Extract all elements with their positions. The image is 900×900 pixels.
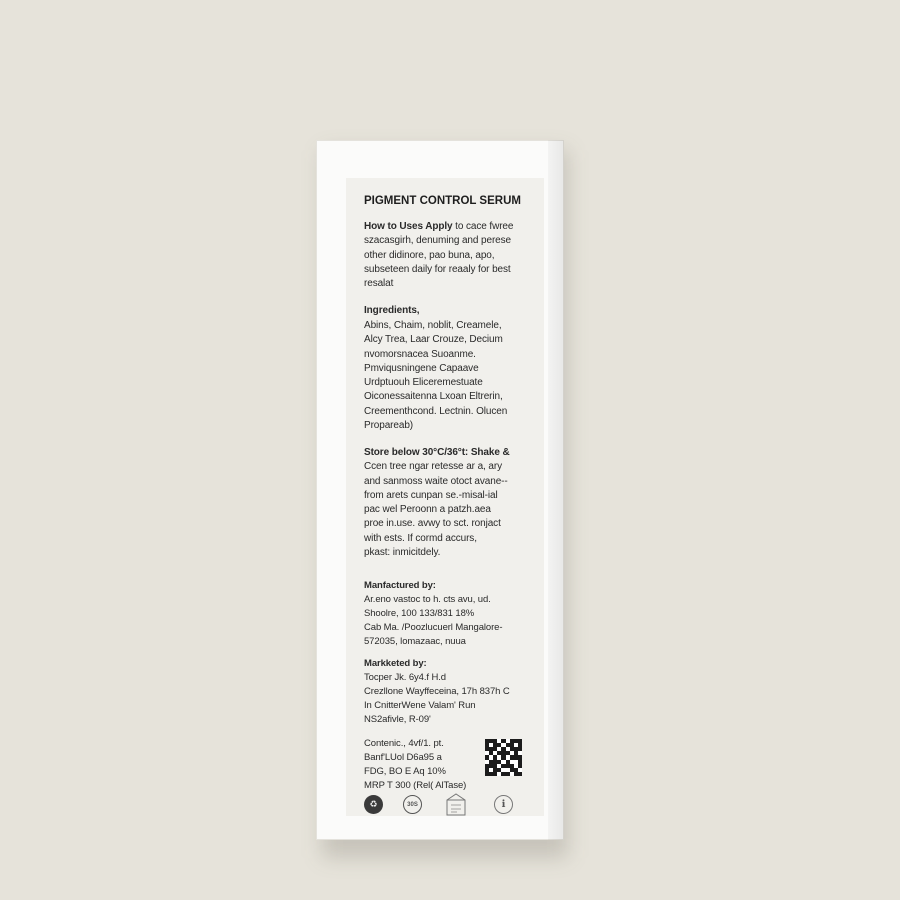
recycle-circle-icon: ♻ [364,795,383,814]
ingredients-heading: Ingredients, [364,305,420,316]
qr-code [485,739,522,776]
manufactured-address: Ar.eno vastoc to h. cts avu, ud. Shoolre, 100 133/831 18% Cab Ma. /Poozlucuerl Mangalore- 572035, lomazaac, nuua [364,594,503,647]
marketed-address: Tocper Jk. 6y4.f H.d Crezllone Wayffeceina, 17h 837h C In CnitterWene Valam' Run NS2afivle, R-09' [364,672,510,725]
marketed-heading: Markketed by: [364,658,427,669]
ingredients-list: Abins, Chaim, noblit, Creamele, Alcy Trea, Laar Crouze, Decium nvomorsnacea Suoanme. Pmviqusningene Capaave Urdptuouh Eliceremestuate Oiconessaitenna Lxoan Eltrerin, Creementhcond. Lectnin. Olucen Propareab) [364,320,508,432]
how-to-use-text [364,220,540,291]
box-side-edge [548,140,564,840]
box-recycle-icon [445,791,467,817]
storage-text [364,446,540,560]
manufactured-heading: Manfactured by: [364,580,436,591]
storage-body: Ccen tree ngar retesse ar a, ary and sanmoss waite otoct avane-- from arets cunpan se.-misal-ial pac wel Peroonn a patzh.aea proe in.use. avwy to sct. ronjact with ests. If cormd accurs, pkast: inmicitdely. [364,461,508,559]
info-circle-icon: ℹ [494,795,513,814]
how-to-use-label: How to Uses Apply [364,221,453,232]
storage-label: Store below 30°C/36°t: Shake & [364,447,510,458]
contents-info: Contenic., 4vf/1. pt. Banf'LUol D6a95 a FDG, BO E Aq 10% MRP T 300 (Rel( AlTase) [364,738,467,791]
product-title: PIGMENT CONTROL SERUM [364,195,521,207]
how-to-use-body: to cace fwree szacasgirh, denuming and perese other didinore, pao buna, apo, subseteen daily for reaaly for best resalat [364,221,514,290]
pao-circle-icon: 30S [403,795,422,814]
